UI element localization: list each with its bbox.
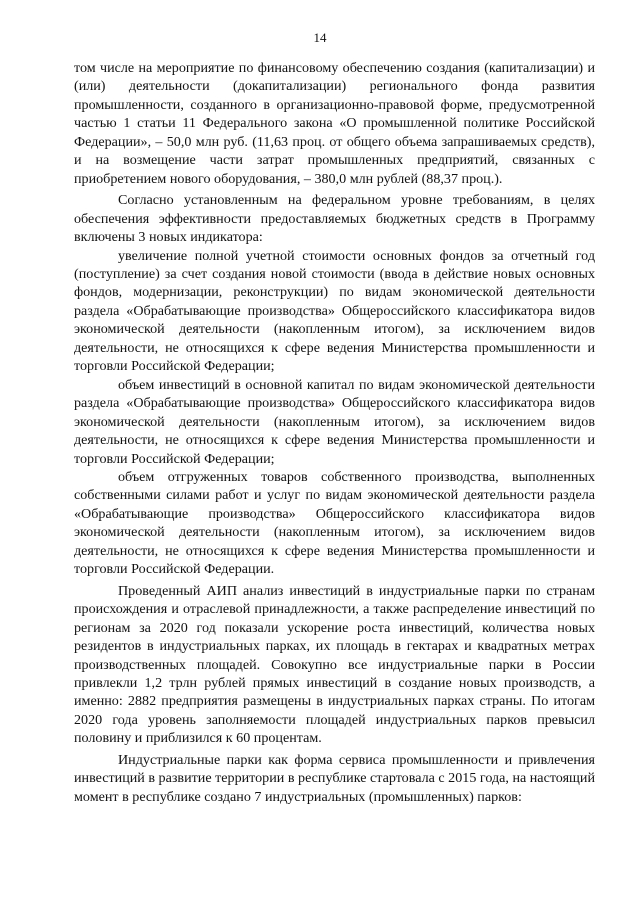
page-number: 14 bbox=[313, 30, 327, 45]
paragraph-5: объем отгруженных товаров собственного производства, выполненных собственными силами работ и услуг по видам экономической деятельности раздела «Обрабатывающие производства» Общероссийского классификатора видов экономической деятельности (накопленным итогом), за исключением видов деятельности, не относящихся к сфере ведения Министерства промышленности и торговли Российской Федерации. bbox=[74, 468, 595, 578]
paragraph-3: увеличение полной учетной стоимости основных фондов за отчетный год (поступление) за счет создания новой стоимости (ввода в действие новых основных фондов, модернизации, реконструкции) по видам экономической деятельности раздела «Обрабатывающие производства» Общероссийского классификатора видов экономической деятельности (накопленным итогом), за исключением видов деятельности, не относящихся к сфере ведения Министерства промышленности и торговли Российской Федерации; bbox=[74, 247, 595, 375]
document-body bbox=[74, 59, 595, 806]
paragraph-4: объем инвестиций в основной капитал по видам экономической деятельности раздела «Обрабатывающие производства» Общероссийского классификатора видов экономической деятельности (накопленным итогом), за исключением видов деятельности, не относящихся к сфере ведения Министерства промышленности и торговли Российской Федерации; bbox=[74, 376, 595, 467]
paragraph-1: том числе на мероприятие по финансовому обеспечению создания (капитализации) и (или) деятельности (докапитализации) регионального фонда развития промышленности, созданного в организационно-правовой форме, предусмотренной частью 1 статьи 11 Федерального закона «О промышленной политике Российской Федерации», – 50,0 млн руб. (11,63 проц. от общего объема запрашиваемых средств), и на возмещение части затрат промышленных предприятий, связанных с приобретением нового оборудования, – 380,0 млн рублей (88,37 проц.). bbox=[74, 60, 595, 187]
paragraph-2: Согласно установленным на федеральном уровне требованиям, в целях обеспечения эффективности предоставляемых бюджетных средств в Программу включены 3 новых индикатора: bbox=[74, 192, 595, 246]
paragraph-6: Проведенный АИП анализ инвестиций в индустриальные парки по странам происхождения и отраслевой принадлежности, а также распределение инвестиций по регионам за 2020 год показали ускорение роста инвестиций, количества новых резидентов в индустриальных парках, их площадь в гектарах и квадратных метрах производственных площадей. Совокупно все индустриальные парки в России привлекли 1,2 трлн рублей прямых инвестиций в создание новых производств, а именно: 2882 предприятия размещены в индустриальных парках страны. По итогам 2020 года уровень заполняемости площадей индустриальных парков превысил половину и приблизился к 60 процентам. bbox=[74, 582, 595, 747]
paragraph-7: Индустриальные парки как форма сервиса промышленности и привлечения инвестиций в развитие территории в республике стартовала с 2015 года, на настоящий момент в республике создано 7 индустриальных (промышленных) парков: bbox=[74, 751, 595, 805]
